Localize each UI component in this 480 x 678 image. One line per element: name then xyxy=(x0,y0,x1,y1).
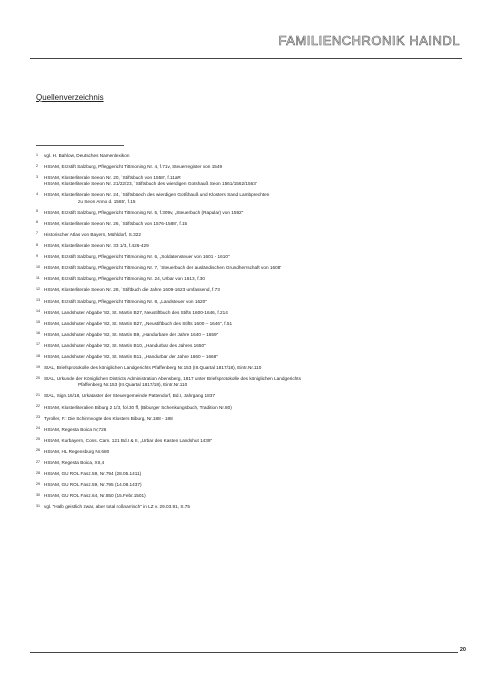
footnote-text: HStAM, Klosterliterale Seeon Nr. 26, `Stiftsbuch von 1576-1588', f.15 xyxy=(44,220,188,226)
footnote-text: HStAM, GU ROL Fasz.59, Nr.795 (14.08.1437) xyxy=(44,482,142,488)
footnote-number: 4 xyxy=(36,191,38,196)
footnote-number: 16 xyxy=(36,331,40,336)
footnote-number: 8 xyxy=(36,242,38,247)
footnote-text: HStAM, Regesta Boica, XII,4 xyxy=(44,460,105,466)
footnote-text: HStAM, Landshuter Abgabe '82, St. Martin B11, „Handurbar der Jahre 1660 – 1668" xyxy=(44,354,218,359)
footnote-number: 18 xyxy=(36,353,40,358)
footnote-text: StAL, Sign.16/18, Urkataster der Steuergemeinde Pattendorf, Bd.I, Jahrgang 1837 xyxy=(44,393,215,399)
footnote-item xyxy=(36,438,456,444)
footnote-number: 20 xyxy=(36,375,40,380)
footnote-item xyxy=(36,504,456,510)
footnote-number: 28 xyxy=(36,470,40,475)
footnote-text: HStAM, Erzstift Salzburg, Pfleggericht Tittmoning Nr. 24, Urbar von 1613, f.30 xyxy=(44,276,206,282)
header-rule xyxy=(30,58,462,59)
footnote-number: 7 xyxy=(36,231,38,236)
footnote-number: 19 xyxy=(36,364,40,369)
footnote-number: 15 xyxy=(36,320,40,325)
footnote-number: 25 xyxy=(36,437,40,442)
footnote-item xyxy=(36,393,456,399)
footnote-text: HStAM, HL Regensburg Nr.680 xyxy=(44,448,110,454)
footnote-number: 29 xyxy=(36,481,40,486)
footnote-number: 14 xyxy=(36,309,40,314)
footnote-text: HStAM, Landshuter Abgabe '82, St. Martin B27, „Neustiftbuch des Stifts 1600 – 1646", f.51 xyxy=(44,320,233,326)
footnote-number: 23 xyxy=(36,415,40,420)
footnote-item xyxy=(36,232,456,238)
footnote-number: 27 xyxy=(36,459,40,464)
section-title: Quellenverzeichnis xyxy=(36,93,104,102)
page-number: 20 xyxy=(459,647,466,653)
footnote-text: Pfaffenberg Nr.153 (III.Quartal 1817/18), Eintr.Nr.110 xyxy=(78,382,188,388)
footnote-item xyxy=(36,343,456,349)
footnote-item xyxy=(36,321,456,327)
footnote-number: 30 xyxy=(36,492,40,497)
footnote-text: zu Seon Anno d. 1565', f.15 xyxy=(78,198,136,204)
footnote-text: Historischer Atlas von Bayern, Mühldorf, S.322 xyxy=(44,231,141,237)
footnote-number: 1 xyxy=(36,152,38,157)
footnote-text: HStAM, Regesta Boica IV,726 xyxy=(44,426,107,432)
footnote-text: Tyroller, F.: Die Schirmvogte des Klosters Biburg, Nr.188 - 188 xyxy=(44,415,173,421)
document-header-title: FAMILIENCHRONIK HAINDL xyxy=(278,33,460,48)
footnote-item xyxy=(36,332,456,338)
footnote-text: StAL, Briefsprotokolle des königlichen Landgerichts Pfaffenberg Nr.153 (III.Quartal 1817/18), Eintr.Nr.110 xyxy=(44,365,262,371)
footnote-text: HStAM, GU ROL Fasz.64, Nr.850 (15.Febr.1501) xyxy=(44,493,146,499)
footnote-number: 26 xyxy=(36,448,40,453)
footnote-text: HStAM, Klosterliterale Seeon Nr. 28, `Stiftbuch die Jahre 1609-1623 umfassend, f.73 xyxy=(44,287,220,293)
footnote-item xyxy=(36,482,456,488)
footnote-text: HStAM, Erzstift Salzburg, Pfleggericht Tittmoning Nr. 7, `Steuerbuch der ausländischen Grundherrschaft von 1608' xyxy=(44,265,282,271)
footnote-number: 3 xyxy=(36,174,38,179)
footnote-item xyxy=(36,299,456,305)
footnote-item xyxy=(36,243,456,249)
footnote-text: HStAM, Klosterliterale Seeon Nr. 21/22/23, `Stiftsbuch des wierdigen Gotshauß Seon 1561/1562/1563' xyxy=(44,181,257,187)
footnote-text: HStAM, Landshuter Abgabe '82, St. Martin B27, Neustiftbuch des Stifts 1600-1646, f.214 xyxy=(44,309,228,315)
footnote-text: HStAM, Landshuter Abgabe '82, St. Martin B10, „Handurbar des Jahres 1650" xyxy=(44,342,206,348)
footnote-number: 5 xyxy=(36,209,38,214)
footnote-text: vgl. "Halb geistlich zwar, aber total roßnarrisch" in LZ v. 29.03.91, S.75 xyxy=(44,504,191,510)
footnote-number: 9 xyxy=(36,253,38,258)
footnote-item xyxy=(36,376,456,388)
footnote-item xyxy=(36,210,456,216)
footnote-item xyxy=(36,254,456,260)
footnote-item xyxy=(36,287,456,293)
footnote-text: HStAM, Kurbayern, Cons. Cam. 121 Bd.I & II, „Urbar des Kasten Landshut 1439" xyxy=(44,437,213,443)
footnote-item xyxy=(36,192,456,204)
footnote-separator xyxy=(36,145,124,146)
footnote-item xyxy=(36,449,456,455)
footnote-number: 24 xyxy=(36,426,40,431)
footnote-number: 12 xyxy=(36,286,40,291)
footer-rule xyxy=(30,652,458,653)
footnote-item xyxy=(36,471,456,477)
footnote-item xyxy=(36,365,456,371)
footnote-number: 6 xyxy=(36,220,38,225)
footnote-text: HStAM, Erzstift Salzburg, Pfleggericht Tittmoning Nr. 4, f.71v, Steuerregister von 1549 xyxy=(44,164,223,170)
footnote-text: HStAM, Erzstift Salzburg, Pfleggericht Tittmoning Nr. 5, f.309v, „Steuerbuch (Rapular) von 1592" xyxy=(44,209,244,215)
footnote-text: HStAM, Erzstift Salzburg, Pfleggericht Tittmoning Nr. 6, „Soldatensteuer von 1601 - 1610" xyxy=(44,254,230,260)
footnote-text: vgl. H. Bahlow, Deutsches Namenlexikon xyxy=(44,153,130,158)
footnote-item xyxy=(36,493,456,499)
footnote-item xyxy=(36,164,456,170)
footnote-item xyxy=(36,427,456,433)
footnote-number: 17 xyxy=(36,342,40,347)
footnote-text: HStAM, Klosterliterale Seeon Nr. 20, `Stiftsbuch von 1558', f.11aR xyxy=(44,175,181,181)
footnote-number: 10 xyxy=(36,264,40,269)
footnote-text: HStAM, GU ROL Fasz.59, Nr.794 (28.05.1411) xyxy=(44,471,142,477)
footnote-text: HStAM, Klosterliterale Seeon Nr. 24, `Stiftsbüech des wierdigen Gotßhauß und Klosters Sand Lambprechten xyxy=(44,192,270,198)
footnote-item xyxy=(36,153,456,159)
footnote-list xyxy=(36,153,456,516)
footnote-item xyxy=(36,354,456,360)
footnote-text: StAL, Urkunde der Königlichen Districts Administration Abensberg, 1817 unter Briefsprotokolle des königlichen Landgerichts xyxy=(44,376,301,382)
footnote-item xyxy=(36,405,456,411)
footnote-number: 2 xyxy=(36,163,38,168)
footnote-text: HStAM, Klosterliterale Seeon Nr. 33 1/3, f.426-429 xyxy=(44,243,149,249)
footnote-number: 31 xyxy=(36,503,40,508)
footnote-number: 13 xyxy=(36,298,40,303)
footnote-number: 11 xyxy=(36,275,40,280)
footnote-item xyxy=(36,460,456,466)
footnote-text: HStAM, Landshuter Abgabe '82, St. Martin B9, „Handurbare der Jahre 1640 – 1659" xyxy=(44,331,219,337)
footnote-item xyxy=(36,221,456,227)
footnote-number: 22 xyxy=(36,404,40,409)
footnote-number: 21 xyxy=(36,392,40,397)
footnote-text: HStAM, Erzstift Salzburg, Pfleggericht Tittmoning Nr. 8, „Landsteuer von 1620" xyxy=(44,298,207,304)
footnote-item xyxy=(36,276,456,282)
footnote-text: HStAM, Klosterliteralien Biburg 2 1/3, fol.30 ff, (Biburger Schenkungsbuch, Tradition Nr.80) xyxy=(44,404,232,410)
footnote-item xyxy=(36,265,456,271)
footnote-item xyxy=(36,175,456,187)
footnote-item xyxy=(36,416,456,422)
footnote-item xyxy=(36,310,456,316)
